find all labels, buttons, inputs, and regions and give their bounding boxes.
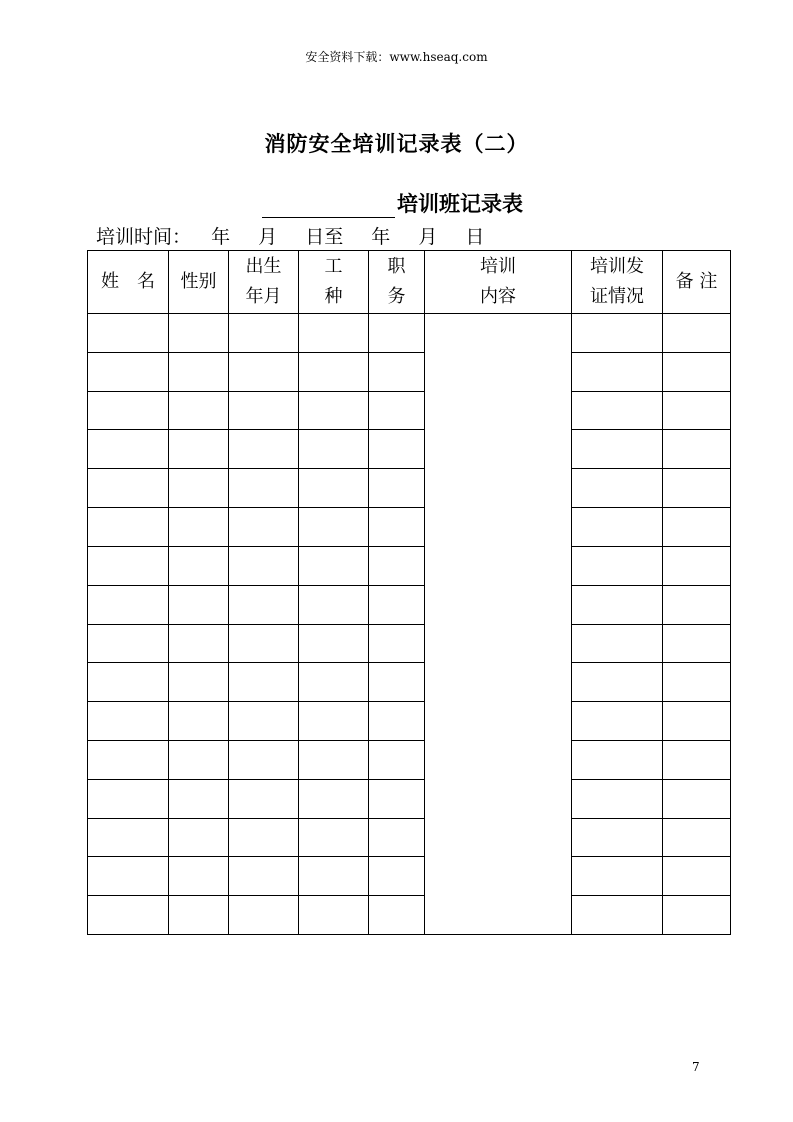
cell-post[interactable]: [369, 818, 425, 857]
cell-certificate[interactable]: [572, 508, 663, 547]
cell-birth[interactable]: [229, 469, 299, 508]
header-job-line1: 工: [324, 256, 343, 277]
cell-birth[interactable]: [229, 818, 299, 857]
cell-remarks[interactable]: [663, 546, 731, 585]
cell-job[interactable]: [299, 546, 369, 585]
cell-name[interactable]: [88, 430, 169, 469]
cell-name[interactable]: [88, 779, 169, 818]
cell-name[interactable]: [88, 585, 169, 624]
cell-remarks[interactable]: [663, 857, 731, 896]
header-content-line2: 内容: [480, 286, 516, 307]
cell-remarks[interactable]: [663, 508, 731, 547]
cell-gender[interactable]: [169, 857, 229, 896]
table-row: [88, 624, 731, 663]
header-certificate-line1: 培训发: [590, 256, 644, 277]
cell-name[interactable]: [88, 546, 169, 585]
training-time-label: 培训时间：: [96, 226, 192, 248]
cell-job[interactable]: [299, 352, 369, 391]
cell-post[interactable]: [369, 352, 425, 391]
end-month-label: 月: [418, 226, 438, 248]
table-row: [88, 857, 731, 896]
cell-certificate[interactable]: [572, 624, 663, 663]
header-post-line1: 职: [387, 256, 406, 277]
cell-birth[interactable]: [229, 740, 299, 779]
cell-post[interactable]: [369, 314, 425, 353]
header-certificate-line2: 证情况: [590, 286, 644, 307]
table-row: [88, 391, 731, 430]
cell-job[interactable]: [299, 896, 369, 935]
header-certificate: [572, 251, 663, 314]
cell-gender[interactable]: [169, 702, 229, 741]
cell-certificate[interactable]: [572, 663, 663, 702]
cell-birth[interactable]: [229, 857, 299, 896]
start-year-label: 年: [211, 226, 231, 248]
cell-remarks[interactable]: [663, 352, 731, 391]
cell-gender[interactable]: [169, 818, 229, 857]
cell-job[interactable]: [299, 818, 369, 857]
cell-name[interactable]: [88, 818, 169, 857]
cell-remarks[interactable]: [663, 585, 731, 624]
cell-job[interactable]: [299, 857, 369, 896]
header-job-line2: 种: [324, 286, 343, 307]
cell-gender[interactable]: [169, 585, 229, 624]
cell-name[interactable]: [88, 663, 169, 702]
cell-post[interactable]: [369, 624, 425, 663]
cell-birth[interactable]: [229, 624, 299, 663]
cell-name[interactable]: [88, 702, 169, 741]
header-content-line1: 培训: [480, 256, 516, 277]
table-row: [88, 469, 731, 508]
end-year-label: 年: [371, 226, 391, 248]
cell-post[interactable]: [369, 546, 425, 585]
class-name-blank[interactable]: [262, 195, 395, 218]
class-record-label: 培训班记录表: [397, 191, 523, 216]
cell-job[interactable]: [299, 585, 369, 624]
table-body: [88, 314, 731, 935]
header-post: [369, 251, 425, 314]
cell-name[interactable]: [88, 857, 169, 896]
cell-post[interactable]: [369, 896, 425, 935]
table-row: [88, 314, 731, 353]
table-row: [88, 702, 731, 741]
cell-birth[interactable]: [229, 702, 299, 741]
table-row: [88, 779, 731, 818]
cell-name[interactable]: [88, 508, 169, 547]
cell-certificate[interactable]: [572, 391, 663, 430]
header-gender: 性别: [169, 251, 229, 314]
cell-gender[interactable]: [169, 508, 229, 547]
cell-remarks[interactable]: [663, 702, 731, 741]
cell-post[interactable]: [369, 508, 425, 547]
cell-certificate[interactable]: [572, 585, 663, 624]
header-post-line2: 务: [387, 286, 406, 307]
cell-certificate[interactable]: [572, 352, 663, 391]
cell-birth[interactable]: [229, 352, 299, 391]
cell-remarks[interactable]: [663, 818, 731, 857]
cell-content[interactable]: [425, 314, 572, 935]
header-job: [299, 251, 369, 314]
class-record-title: [262, 188, 523, 218]
cell-certificate[interactable]: [572, 818, 663, 857]
cell-certificate[interactable]: [572, 779, 663, 818]
cell-name[interactable]: [88, 896, 169, 935]
cell-name[interactable]: [88, 391, 169, 430]
cell-birth[interactable]: [229, 430, 299, 469]
cell-name[interactable]: [88, 469, 169, 508]
cell-job[interactable]: [299, 314, 369, 353]
cell-job[interactable]: [299, 624, 369, 663]
page-number: 7: [692, 1060, 700, 1074]
cell-certificate[interactable]: [572, 857, 663, 896]
cell-job[interactable]: [299, 391, 369, 430]
cell-post[interactable]: [369, 469, 425, 508]
header-name: 姓 名: [88, 251, 169, 314]
cell-remarks[interactable]: [663, 430, 731, 469]
cell-post[interactable]: [369, 779, 425, 818]
table-row: [88, 818, 731, 857]
cell-gender[interactable]: [169, 740, 229, 779]
cell-gender[interactable]: [169, 469, 229, 508]
cell-certificate[interactable]: [572, 469, 663, 508]
start-month-label: 月: [258, 226, 278, 248]
cell-remarks[interactable]: [663, 624, 731, 663]
cell-remarks[interactable]: [663, 391, 731, 430]
table-row: [88, 896, 731, 935]
table-row: [88, 508, 731, 547]
cell-gender[interactable]: [169, 663, 229, 702]
cell-certificate[interactable]: [572, 702, 663, 741]
cell-gender[interactable]: [169, 546, 229, 585]
cell-job[interactable]: [299, 430, 369, 469]
cell-gender[interactable]: [169, 314, 229, 353]
cell-remarks[interactable]: [663, 469, 731, 508]
table-row: [88, 352, 731, 391]
cell-certificate[interactable]: [572, 546, 663, 585]
cell-certificate[interactable]: [572, 314, 663, 353]
cell-post[interactable]: [369, 391, 425, 430]
page-title: 消防安全培训记录表（二）: [264, 131, 529, 156]
cell-gender[interactable]: [169, 430, 229, 469]
cell-certificate[interactable]: [572, 740, 663, 779]
page-header-source: 安全资料下载：www.hseaq.com: [305, 50, 488, 64]
cell-job[interactable]: [299, 663, 369, 702]
cell-post[interactable]: [369, 430, 425, 469]
header-birth-line1: 出生: [245, 256, 282, 277]
cell-birth[interactable]: [229, 779, 299, 818]
cell-job[interactable]: [299, 740, 369, 779]
cell-birth[interactable]: [229, 663, 299, 702]
cell-gender[interactable]: [169, 779, 229, 818]
cell-job[interactable]: [299, 508, 369, 547]
cell-remarks[interactable]: [663, 779, 731, 818]
cell-certificate[interactable]: [572, 896, 663, 935]
table-row: [88, 430, 731, 469]
cell-name[interactable]: [88, 314, 169, 353]
table-row: [88, 740, 731, 779]
cell-name[interactable]: [88, 740, 169, 779]
cell-birth[interactable]: [229, 314, 299, 353]
header-birth: [229, 251, 299, 314]
start-day-label: 日至: [305, 226, 344, 248]
table-row: [88, 663, 731, 702]
cell-birth[interactable]: [229, 391, 299, 430]
cell-post[interactable]: [369, 663, 425, 702]
cell-remarks[interactable]: [663, 896, 731, 935]
cell-birth[interactable]: [229, 585, 299, 624]
cell-birth[interactable]: [229, 546, 299, 585]
cell-gender[interactable]: [169, 624, 229, 663]
cell-certificate[interactable]: [572, 430, 663, 469]
cell-job[interactable]: [299, 702, 369, 741]
cell-job[interactable]: [299, 469, 369, 508]
cell-remarks[interactable]: [663, 314, 731, 353]
cell-gender[interactable]: [169, 352, 229, 391]
end-day-label: 日: [465, 226, 485, 248]
cell-job[interactable]: [299, 779, 369, 818]
cell-remarks[interactable]: [663, 663, 731, 702]
cell-post[interactable]: [369, 857, 425, 896]
cell-post[interactable]: [369, 702, 425, 741]
training-record-table: [87, 250, 731, 935]
cell-gender[interactable]: [169, 896, 229, 935]
cell-gender[interactable]: [169, 391, 229, 430]
cell-birth[interactable]: [229, 896, 299, 935]
cell-post[interactable]: [369, 740, 425, 779]
cell-remarks[interactable]: [663, 740, 731, 779]
table-row: [88, 585, 731, 624]
cell-name[interactable]: [88, 352, 169, 391]
training-time-line: [96, 222, 484, 249]
cell-name[interactable]: [88, 624, 169, 663]
header-birth-line2: 年月: [245, 286, 282, 307]
header-remarks: 备 注: [663, 251, 731, 314]
table-header-row: [88, 251, 731, 314]
table-row: [88, 546, 731, 585]
cell-post[interactable]: [369, 585, 425, 624]
header-content: [425, 251, 572, 314]
cell-birth[interactable]: [229, 508, 299, 547]
